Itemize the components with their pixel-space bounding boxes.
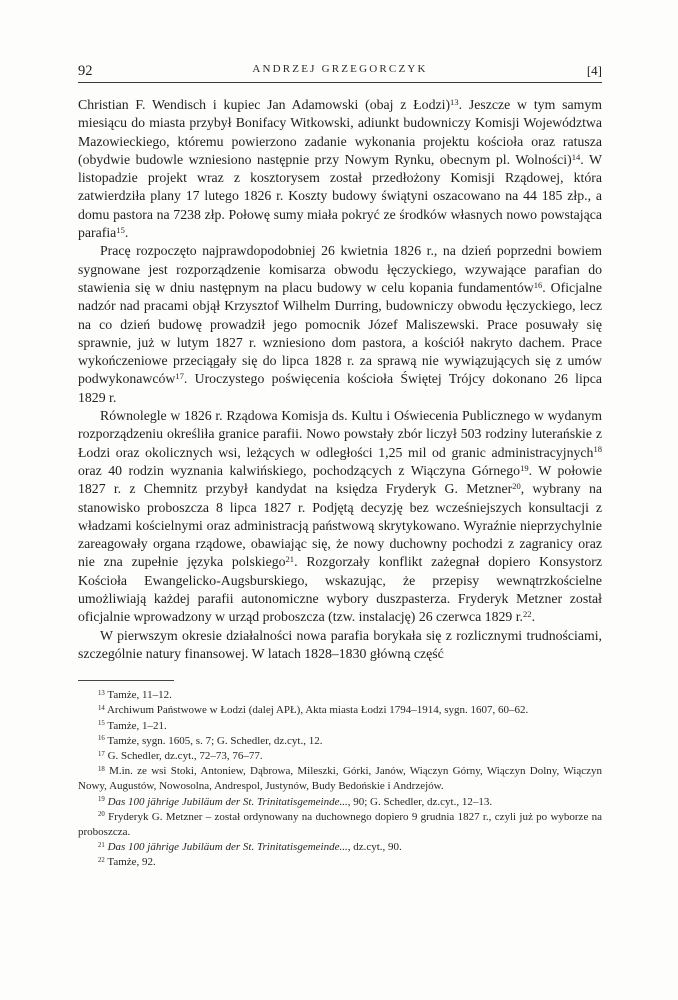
text-segment: oraz 40 rodzin wyznania kalwińskiego, pochodzących z Wiączyna Górnego	[78, 462, 521, 478]
footnote	[78, 688, 602, 703]
text-segment: Pracę rozpoczęto najprawdopodobniej 26 kwietnia 1826 r., na dzień poprzedni bowiem sygnowane jest rozporządzenie komisarza obwodu łęczyckiego, wzywające parafian do stawienia się w dniu następnym na placu budowy w celu kopania fundamentów	[78, 243, 602, 295]
footnote-number: 22	[98, 857, 105, 865]
footnote	[78, 719, 602, 734]
footnote	[78, 734, 602, 749]
body-text	[78, 96, 602, 663]
footnote-ref: 22	[523, 609, 532, 620]
footnote-ref: 20	[512, 480, 521, 491]
text-segment: Tamże, sygn. 1605, s. 7; G. Schedler, dz.cyt., 12.	[107, 734, 323, 747]
page-header	[78, 63, 602, 83]
text-segment: Tamże, 11–12.	[107, 689, 172, 702]
text-segment: W pierwszym okresie działalności nowa parafia borykała się z rozlicznymi trudnościami, szczególnie natury finansowej. W latach 1828–1830 główną część	[78, 627, 602, 661]
footnote	[78, 764, 602, 794]
footnote-number: 13	[98, 689, 105, 697]
footnote	[78, 703, 602, 718]
footnote-ref: 13	[450, 96, 459, 107]
footnote-ref: 19	[520, 462, 529, 473]
footnote-separator	[78, 680, 174, 681]
text-segment: . Rozgorzały konflikt zażegnał dopiero Konsystorz Kościoła Ewangelicko-Augsburskiego, wskazując, że przepisy wewnątrzkościelne umożliwiają każdej parafii autonomiczne wybory duszpasterza. Fryderyk Metzner został oficjalnie wprowadzony w urząd proboszcza (tzw. instalację) 26 czerwca 1829 r.	[78, 554, 602, 625]
footnotes	[78, 688, 602, 870]
text-segment: , 90; G. Schedler, dz.cyt., 12–13.	[347, 795, 493, 808]
italic-title: Das 100 jährige Jubiläum der St. Trinitatisgemeinde...	[107, 795, 348, 808]
text-segment: M.in. ze wsi Stoki, Antoniew, Dąbrowa, Mileszki, Górki, Janów, Wiączyn Górny, Wiączyn Dolny, Wiączyn Nowy, Augustów, Nowosolna, Andrespol, Justynów, Budy Bedońskie i Andrzejów.	[78, 765, 603, 793]
page-content	[78, 63, 602, 871]
footnote	[78, 795, 602, 810]
footnote	[78, 840, 602, 855]
footnote-number: 18	[98, 765, 105, 773]
text-segment: . W listopadzie projekt wraz z kosztorysem został przedłożony Komisji Rządowej, która zatwierdziła plany 17 lutego 1826 r. Koszty budowy świątyni oszacowano na 44 185 złp., a domu pastora na 7238 złp. Połowę sumy miała pokryć ze środków własnych nowo powstająca parafia	[78, 151, 602, 241]
running-title: ANDRZEJ GRZEGORCZYK	[252, 63, 428, 75]
issue-marker: [4]	[586, 63, 602, 78]
paragraph	[78, 627, 602, 664]
text-segment: , wybrany na stanowisko proboszcza 8 lipca 1827 r. Podjętą decyzję bez wcześniejszych konsultacji z władzami kościelnymi oraz administracją państwową skrytykowano. Wyraźnie nieprzychylnie zareagowały organa rządowe, obawiając się, że nowy duchowny pochodzi z zagranicy oraz nie zna zupełnie języka polskiego	[78, 481, 602, 570]
footnote	[78, 810, 602, 840]
footnote-number: 21	[98, 841, 105, 849]
footnote-number: 17	[98, 750, 105, 758]
text-segment: . Jeszcze w tym samym miesiącu do miasta przybył Bonifacy Witkowski, adiunkt budowniczy Komisji Województwa Mazowieckiego, któremu powierzono zadanie wykonania projektu kościoła oraz ratusza (obydwie budowle wzniesiono następnie przy Nowym Rynku, obecnym pl. Wolności)	[78, 97, 602, 167]
text-segment: .	[531, 609, 536, 625]
text-segment: Fryderyk G. Metzner – został ordynowany na duchownego dopiero 9 grudnia 1827 r., czyli już po wyborze na proboszcza.	[78, 810, 603, 839]
text-segment: . W połowie 1827 r. z Chemnitz przybył kandydat na księdza Fryderyk G. Metzner	[78, 462, 602, 497]
footnote-ref: 15	[116, 224, 125, 235]
footnote-number: 14	[98, 705, 105, 712]
footnote	[78, 855, 602, 870]
italic-title: Das 100 jährige Jubiläum der St. Trinitatisgemeinde...	[107, 841, 348, 854]
paragraph	[78, 96, 602, 242]
text-segment: . Oficjalne nadzór nad pracami objął Krzysztof Wilhelm Durring, budowniczy obwodu łęczyckiego, lecz na co dzień budowę prowadził jego pomocnik Józef Maliszewski. Prace posuwały się sprawnie, już w lutym 1827 r. wzniesiono dom pastora, a kościół nakryto dachem. Prace wykończeniowe przeciągały się do lipca 1828 r. za sprawą nie wywiązujących się z umów podwykonawców	[78, 279, 602, 387]
paragraph	[78, 407, 602, 627]
text-segment: Równolegle w 1826 r. Rządowa Komisja ds. Kultu i Oświecenia Publicznego w wydanym rozporządzeniu określiła granice parafii. Nowo powstały zbór liczył 503 rodziny luterańskie z Łodzi oraz okolicznych wsi, leżących w odległości 1,25 mil od granic administracyjnych	[78, 408, 602, 460]
text-segment: . Uroczystego poświęcenia kościoła Świętej Trójcy dokonano 26 lipca 1829 r.	[78, 371, 602, 405]
page-number: 92	[78, 63, 93, 79]
text-segment: Tamże, 92.	[107, 856, 156, 869]
paragraph	[78, 242, 602, 407]
footnote-ref: 17	[175, 371, 184, 382]
footnote-number: 20	[98, 811, 105, 819]
footnote-ref: 21	[285, 554, 295, 565]
text-segment: Archiwum Państwowe w Łodzi (dalej APŁ), Akta miasta Łodzi 1794–1914, sygn. 1607, 60–62.	[106, 704, 529, 717]
text-segment: .	[124, 225, 129, 241]
footnote-ref: 16	[533, 279, 543, 290]
footnote	[78, 749, 602, 764]
text-segment: , dz.cyt., 90.	[347, 841, 402, 854]
footnote-ref: 14	[571, 151, 581, 162]
text-segment: Tamże, 1–21.	[107, 719, 167, 732]
footnote-number: 16	[98, 735, 105, 743]
text-segment: G. Schedler, dz.cyt., 72–73, 76–77.	[107, 750, 263, 763]
text-segment: Christian F. Wendisch i kupiec Jan Adamowski (obaj z Łodzi)	[78, 97, 451, 112]
footnote-number: 15	[98, 720, 105, 728]
footnote-number: 19	[98, 796, 105, 804]
footnote-ref: 18	[593, 444, 602, 455]
